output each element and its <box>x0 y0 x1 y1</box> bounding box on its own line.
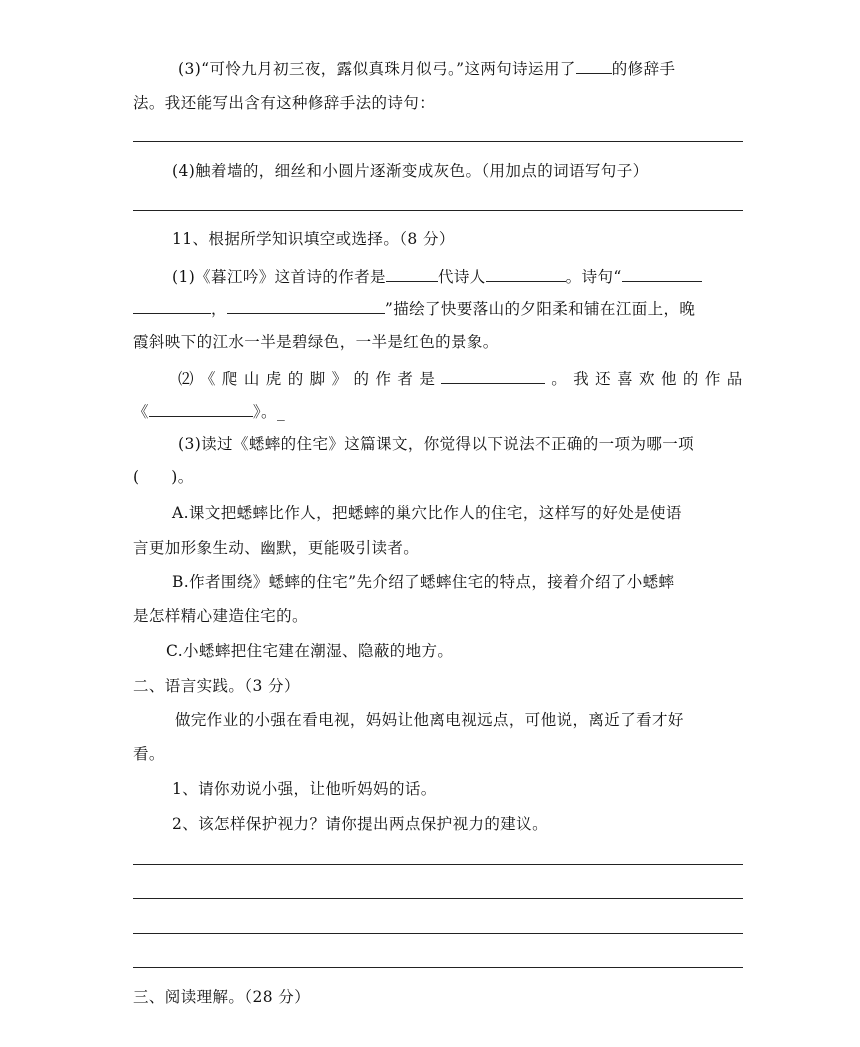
option-b-line2: 是怎样精心建造住宅的。 <box>133 607 308 625</box>
option-a-line2: 言更加形象生动、幽默，更能吸引读者。 <box>133 539 420 557</box>
answer-line[interactable] <box>133 141 743 142</box>
q10-part4: (4)触着墙的，细丝和小圆片逐渐变成灰色。（用加点的词语写句子） <box>172 162 649 180</box>
answer-line[interactable] <box>133 898 743 899</box>
token: 脚 <box>309 370 326 388</box>
q10-part3-line1 <box>178 58 675 80</box>
token: 作 <box>375 370 392 388</box>
token: 》 <box>331 370 348 388</box>
poem-line-blank-2[interactable] <box>133 298 211 314</box>
scenario-line2: 看。 <box>133 745 165 763</box>
poem-line-blank-1[interactable] <box>622 266 702 282</box>
q10-part3-end: 的修辞手 <box>611 60 676 78</box>
q11-part1-text-d: ”描绘了快要落山的夕阳柔和铺在江面上，晚 <box>384 300 696 318</box>
rhetoric-blank[interactable] <box>576 58 612 74</box>
q11-part3-line1: (3)读过《蟋蟀的住宅》这篇课文，你觉得以下说法不正确的一项为哪一项 <box>178 435 695 453</box>
task-1: 1、请你劝说小强，让他听妈妈的话。 <box>172 780 437 798</box>
q11-part2-line1 <box>178 368 743 390</box>
q11-part1-text-c: 。诗句“ <box>565 268 622 286</box>
token: 欢 <box>639 370 655 388</box>
answer-line[interactable] <box>133 210 743 211</box>
q11-part3-line2[interactable]: ( )。 <box>133 468 194 486</box>
poem-line-blank-3[interactable] <box>227 298 385 314</box>
token: 虎 <box>265 370 282 388</box>
scenario-line1: 做完作业的小强在看电视，妈妈让他离电视远点，可他说，离近了看才好 <box>175 711 684 729</box>
q11-part1-line1 <box>172 266 702 288</box>
q11-part1-line3: 霞斜映下的江水一半是碧绿色，一半是红色的景象。 <box>133 333 499 351</box>
token: 的 <box>287 370 304 388</box>
q11-heading: 11、根据所学知识填空或选择。（8 分） <box>172 230 455 248</box>
token: 。 <box>551 370 568 388</box>
answer-line[interactable] <box>133 933 743 934</box>
token: 者 <box>397 370 414 388</box>
token: 作 <box>704 370 721 388</box>
answer-line[interactable] <box>133 967 743 968</box>
q10-part3-line2: 法。我还能写出含有这种修辞手法的诗句： <box>133 94 436 112</box>
token: 的 <box>353 370 370 388</box>
q11-part1-text-a: (1)《暮江吟》这首诗的作者是 <box>172 268 386 286</box>
author-blank[interactable] <box>386 266 438 282</box>
token: 爬 <box>221 370 238 388</box>
token: 是 <box>419 370 436 388</box>
section3-heading: 三、阅读理解。（28 分） <box>133 988 311 1006</box>
q11-part1-line2 <box>133 298 695 320</box>
token: 喜 <box>617 370 633 388</box>
q11-part2-line2 <box>133 401 285 423</box>
dynasty-blank[interactable] <box>486 266 566 282</box>
token: 《 <box>199 370 216 388</box>
book-close: 》。_ <box>252 403 286 421</box>
token: 还 <box>595 370 612 388</box>
token: 山 <box>243 370 260 388</box>
token: 他 <box>660 370 677 388</box>
book-open: 《 <box>133 403 149 421</box>
author-name-blank[interactable] <box>441 368 545 384</box>
option-c: C.小蟋蟀把住宅建在潮湿、隐蔽的地方。 <box>166 642 454 660</box>
option-a-line1: A.课文把蟋蟀比作人，把蟋蟀的巢穴比作人的住宅，这样写的好处是使语 <box>172 504 682 522</box>
work-title-blank[interactable] <box>149 401 253 417</box>
comma: ， <box>211 300 227 318</box>
q11-part1-text-b: 代诗人 <box>437 268 486 286</box>
token: 我 <box>573 370 590 388</box>
token: 品 <box>726 370 743 388</box>
option-b-line1: B.作者围绕》蟋蟀的住宅”先介绍了蟋蟀住宅的特点，接着介绍了小蟋蟀 <box>172 573 675 591</box>
answer-line[interactable] <box>133 864 743 865</box>
token: ⑵ <box>178 370 194 388</box>
section2-heading: 二、语言实践。（3 分） <box>133 677 300 695</box>
task-2: 2、该怎样保护视力？请你提出两点保护视力的建议。 <box>172 815 548 833</box>
q10-part3-text: (3)“可怜九月初三夜，露似真珠月似弓。”这两句诗运用了 <box>178 60 576 78</box>
token: 的 <box>682 370 699 388</box>
